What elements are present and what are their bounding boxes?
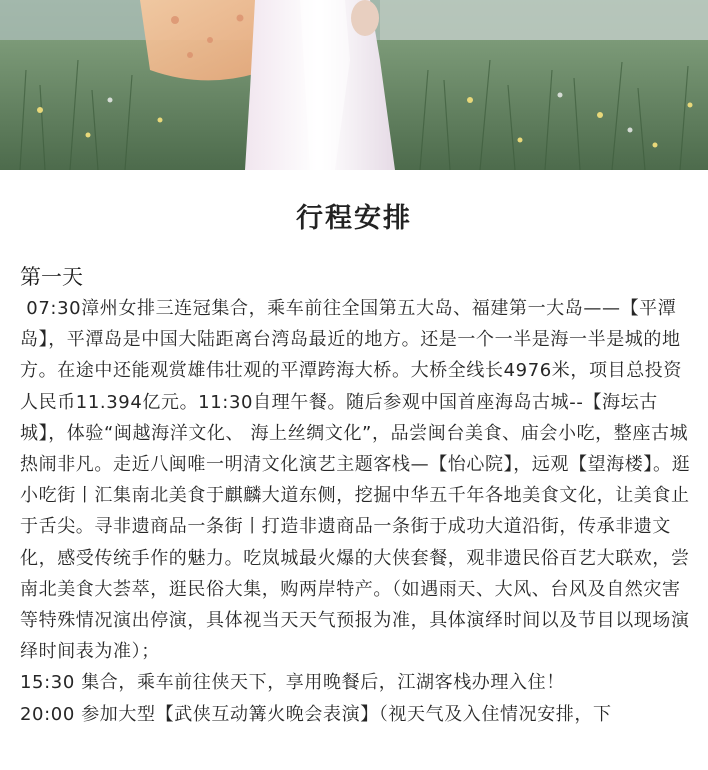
itinerary-paragraph: 07:30漳州女排三连冠集合，乘车前往全国第五大岛、福建第一大岛——【平潭岛】，平潭岛是中国大陆距离台湾岛最近的地方。还是一个一半是海一半是城的地方。在途中还能观赏雄伟壮观的平潭跨海大桥。大桥全线长4976米，项目总投资人民币11.394亿元。11:30自理午餐。随后参观中国首座海岛古城--【海坛古城】，体验“闽越海洋文化、 海上丝绸文化”，品尝闽台美食、庙会小吃，整座古城热闹非凡。走近八闽唯一明清文化演艺主题客栈—【怡心院】，远观【望海楼】。逛小吃街丨汇集南北美食于麒麟大道东侧，挖掘中华五千年各地美食文化，让美食止于舌尖。寻非遗商品一条街丨打造非遗商品一条街于成功大道沿街，传承非遗文化，感受传统手作的魅力。吃岚城最火爆的大侠套餐，观非遗民俗百艺大联欢，尝南北美食大荟萃，逛民俗大集，购两岸特产。（如遇雨天、大风、台风及自然灾害等特殊情况演出停演，具体视当天天气预报为准，具体演绎时间以及节目以现场演绎时间表为准）； (20, 298, 691, 663)
hero-photo (0, 0, 708, 170)
itinerary-paragraph: 15:30 集合，乘车前往侠天下，享用晚餐后，江湖客栈办理入住！ (20, 672, 565, 694)
itinerary-content (20, 262, 692, 730)
hero-illustration (0, 0, 708, 170)
day-title: 第一天 (20, 265, 83, 289)
itinerary-paragraph: 20:00 参加大型【武侠互动篝火晚会表演】（视天气及入住情况安排，下 (20, 703, 612, 725)
page-title: 行程安排 (296, 203, 412, 234)
